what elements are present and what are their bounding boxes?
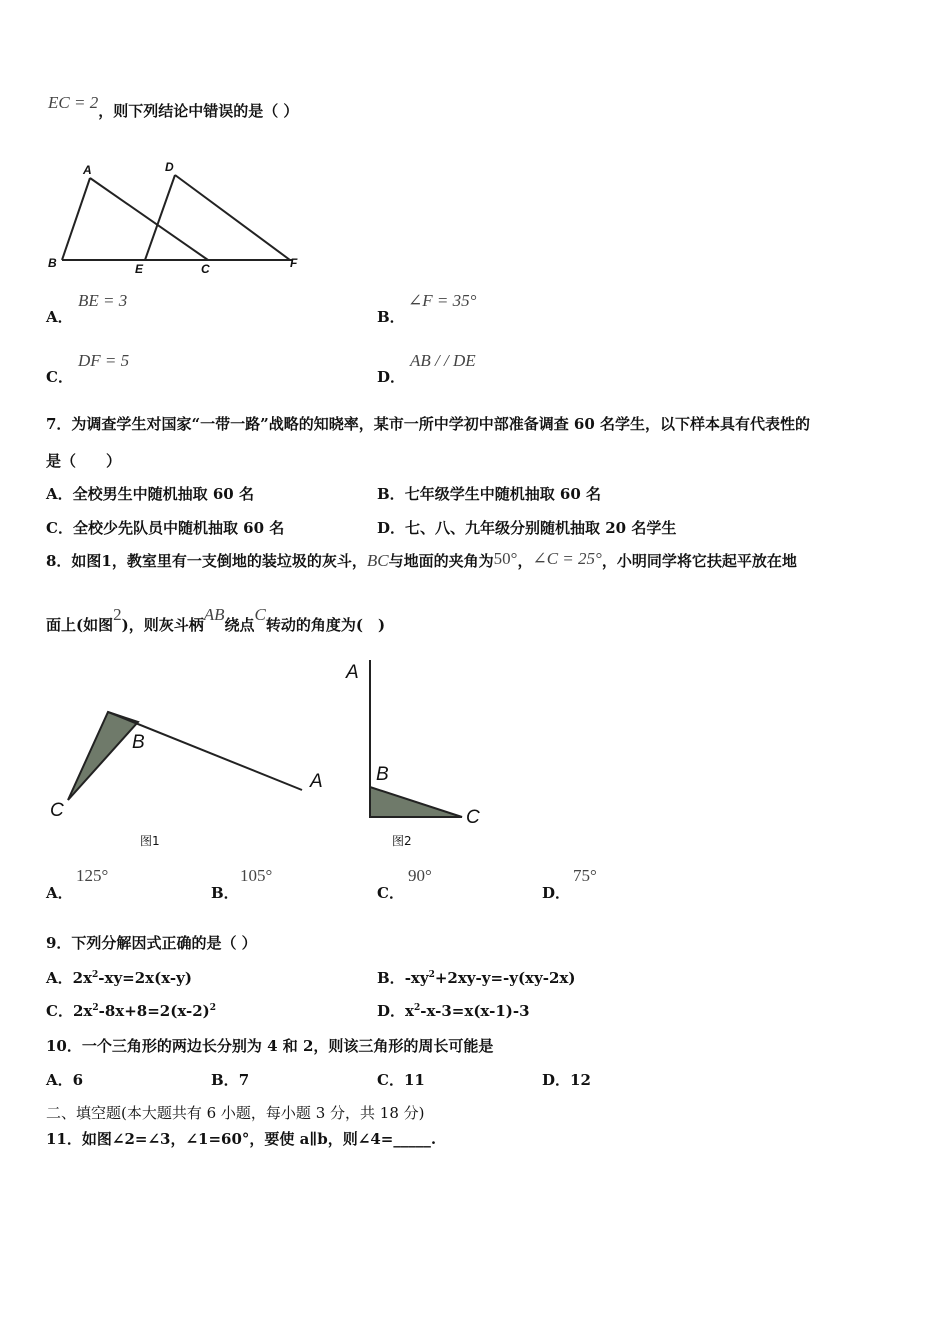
q8-option-a[interactable]: A． xyxy=(46,884,73,902)
q8-option-d[interactable]: D． xyxy=(542,884,571,902)
dustpan-body-upright xyxy=(370,787,462,817)
fig1-label-c: C xyxy=(50,800,64,821)
q8-option-a-value: 125° xyxy=(76,866,109,885)
fig2-label-a: A xyxy=(346,662,359,683)
q6-option-a-value: BE = 3 xyxy=(78,291,128,310)
fig2-label-b: B xyxy=(376,764,389,785)
q6-option-b-value: ∠F = 35° xyxy=(408,291,477,310)
q6-option-d[interactable]: D． xyxy=(377,368,406,386)
q7-option-b[interactable]: B．七年级学生中随机抽取 60 名 xyxy=(377,485,602,503)
q8-option-c[interactable]: C． xyxy=(377,884,404,902)
fig1-caption: 图1 xyxy=(140,834,160,848)
q6-option-b[interactable]: B． xyxy=(377,308,405,326)
fig2-label-c: C xyxy=(466,807,480,828)
q9-option-c[interactable]: C．$2x^2-8x+8=2(x-2)^2$ xyxy=(46,1002,217,1020)
q8-option-b[interactable]: B． xyxy=(211,884,239,902)
q7-stem-line2: 是（ ） xyxy=(46,452,122,470)
q6-stem-text: ，则下列结论中错误的是（ ） xyxy=(98,102,299,120)
fig2-caption: 图2 xyxy=(392,834,412,848)
q10-option-d[interactable]: D．12 xyxy=(542,1071,591,1089)
label-e: E xyxy=(135,262,144,276)
q7-option-a[interactable]: A．全校男生中随机抽取 60 名 xyxy=(46,485,254,503)
fig1-label-b: B xyxy=(132,732,145,753)
q7-stem-line1: 7．为调查学生对国家“一带一路”战略的知晓率，某市一所中学初中部准备调查 60 名学生，以下样本具有代表性的 xyxy=(46,415,811,433)
label-a: A xyxy=(83,163,92,177)
q6-option-c-value: DF = 5 xyxy=(78,351,130,370)
q6-figure xyxy=(40,150,320,280)
q6-condition: EC = 2 xyxy=(48,93,99,112)
segment-ab xyxy=(62,178,90,260)
q9-option-a[interactable]: A．$2x^2-xy=2x(x-y)$ xyxy=(46,969,192,987)
section-2-title: 二、填空题(本大题共有 6 小题，每小题 3 分，共 18 分) xyxy=(46,1104,425,1122)
segment-df xyxy=(175,175,290,260)
q6-stem xyxy=(48,93,299,121)
q8-figure-2 xyxy=(340,655,500,860)
q9-stem: 9．下列分解因式正确的是（ ） xyxy=(46,934,257,952)
q8-angle-c: ∠C = 25° xyxy=(532,549,602,568)
q9-option-b[interactable]: B．$-xy^2+2xy-y=-y(xy-2x)$ xyxy=(377,969,576,987)
q8-option-d-value: 75° xyxy=(573,866,597,885)
q10-option-c[interactable]: C．11 xyxy=(377,1071,425,1089)
label-d: D xyxy=(165,160,174,174)
q7-option-c[interactable]: C．全校少先队员中随机抽取 60 名 xyxy=(46,519,285,537)
q8-stem-line1: 8．如图1，教室里有一支倒地的装垃圾的灰斗，BC与地面的夹角为50°，∠C = 25°，小明同学将它扶起平放在地 xyxy=(46,549,797,570)
q9-option-d[interactable]: D．$x^2-x-3=x(x-1)-3$ xyxy=(377,1002,530,1020)
label-b: B xyxy=(48,256,57,270)
label-c: C xyxy=(201,262,210,276)
q6-option-c[interactable]: C． xyxy=(46,368,73,386)
q6-option-d-value: AB / / DE xyxy=(410,351,476,370)
q10-stem: 10．一个三角形的两边长分别为 4 和 2，则该三角形的周长可能是 xyxy=(46,1037,494,1055)
q8-angle-50: 50° xyxy=(493,549,518,568)
q10-option-a[interactable]: A．6 xyxy=(46,1071,84,1089)
segment-de xyxy=(145,175,175,260)
q8-option-b-value: 105° xyxy=(240,866,273,885)
q8-stem-line2: 面上(如图2)，则灰斗柄AB绕点C转动的角度为( ) xyxy=(46,605,386,634)
q8-option-c-value: 90° xyxy=(408,866,432,885)
fig1-label-a: A xyxy=(310,771,323,792)
dustpan-body xyxy=(68,712,138,800)
q11-stem: 11．如图∠2=∠3，∠1=60°，要使 a∥b，则∠4=_____. xyxy=(46,1130,437,1148)
label-f: F xyxy=(290,256,298,270)
q7-option-d[interactable]: D．七、八、九年级分别随机抽取 20 名学生 xyxy=(377,519,677,537)
q10-option-b[interactable]: B．7 xyxy=(211,1071,250,1089)
q8-bc: BC xyxy=(366,551,389,570)
q8-figure-1 xyxy=(40,700,340,860)
q6-option-a[interactable]: A． xyxy=(46,308,73,326)
